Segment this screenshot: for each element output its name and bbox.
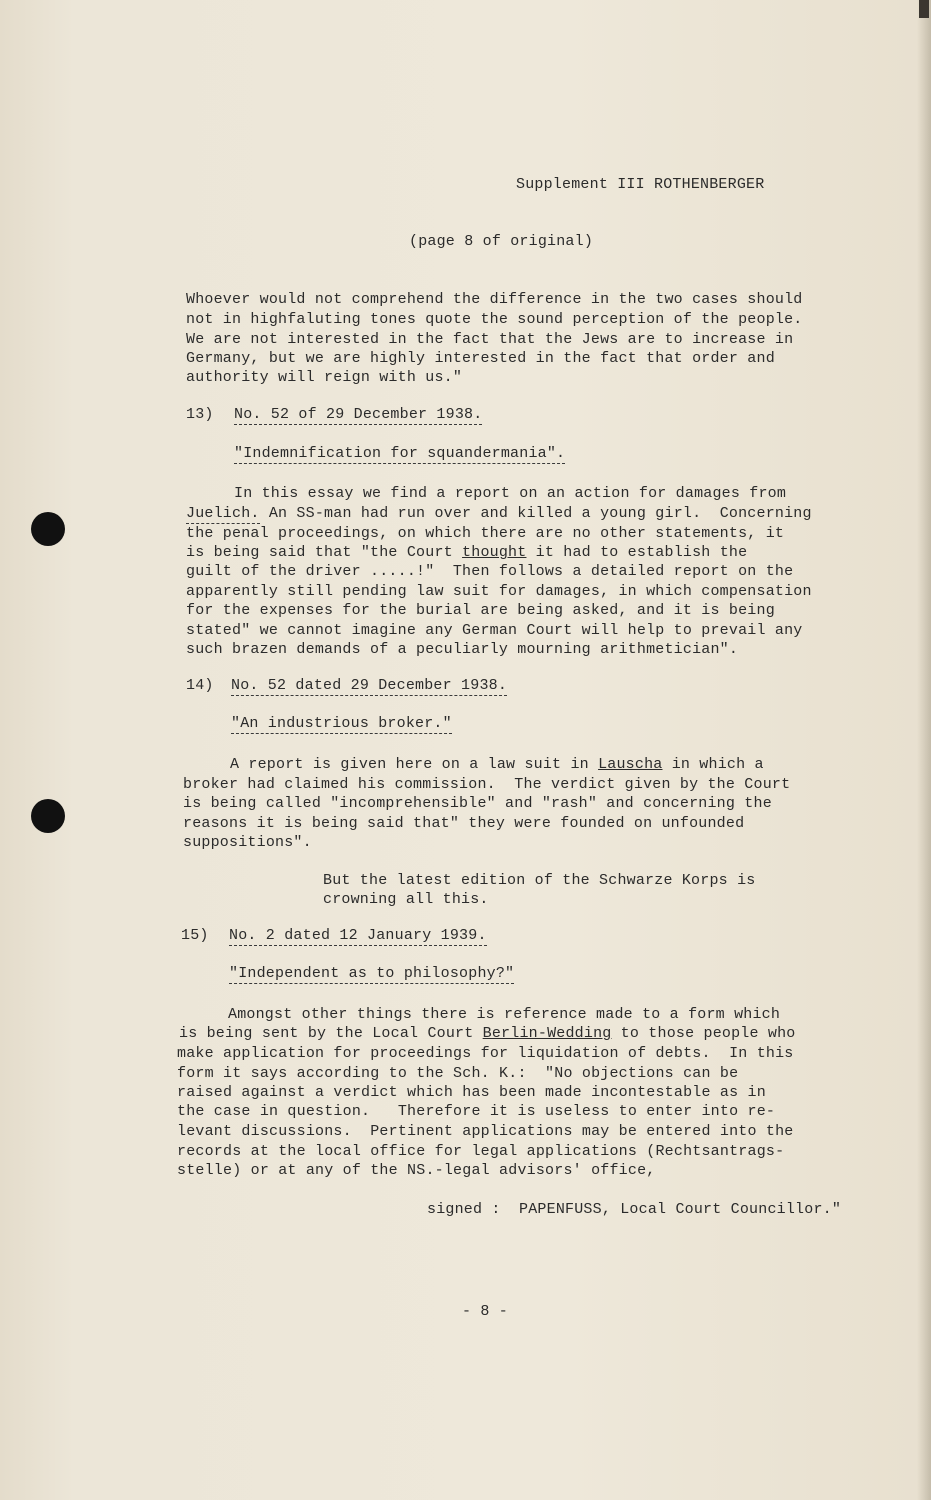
intro-line: authority will reign with us." <box>186 369 463 386</box>
item-line: records at the local office for legal applications (Rechtsantrags- <box>177 1143 785 1160</box>
intro-line: not in highfaluting tones quote the sound perception of the people. <box>186 311 803 328</box>
supplement-header: Supplement III ROTHENBERGER <box>516 176 765 193</box>
page-edge-shadow <box>917 0 931 1500</box>
item-line: form it says according to the Sch. K.: "No objections can be <box>177 1065 739 1082</box>
signature-line: signed : PAPENFUSS, Local Court Councillor." <box>427 1201 842 1218</box>
item-number: 15) <box>181 927 209 944</box>
item-line: reasons it is being said that" they were founded on unfounded <box>183 815 745 832</box>
place-name: Juelich. <box>186 505 260 522</box>
crowning-line: crowning all this. <box>323 891 489 908</box>
item-line: Amongst other things there is reference made to a form which <box>228 1006 781 1023</box>
item-line: for the expenses for the burial are being asked, and it is being <box>186 602 775 619</box>
item-line: apparently still pending law suit for damages, in which compensation <box>186 583 812 600</box>
item-line: the case in question. Therefore it is useless to enter into re- <box>177 1103 776 1120</box>
intro-line: We are not interested in the fact that the Jews are to increase in <box>186 331 794 348</box>
item-number: 14) <box>186 677 214 694</box>
item-line: suppositions". <box>183 834 312 851</box>
item-line: Juelich. An SS-man had run over and killed a young girl. Concerning <box>186 505 812 522</box>
place-name: Berlin-Wedding <box>482 1025 612 1042</box>
punch-hole <box>31 799 65 833</box>
item-line: raised against a verdict which has been made incontestable as in <box>177 1084 766 1101</box>
item-reference: No. 2 dated 12 January 1939. <box>229 927 487 944</box>
item-line: make application for proceedings for liquidation of debts. In this <box>177 1045 794 1062</box>
crowning-line: But the latest edition of the Schwarze Korps is <box>323 872 756 889</box>
page-number: - 8 - <box>462 1303 509 1320</box>
item-line: is being sent by the Local Court Berlin-Wedding to those people who <box>179 1025 796 1042</box>
item-title: "Independent as to philosophy?" <box>229 965 515 982</box>
emphasized-word: thought <box>462 544 527 561</box>
item-line: the penal proceedings, on which there are no other statements, it <box>186 525 785 542</box>
intro-line: Germany, but we are highly interested in the fact that order and <box>186 350 775 367</box>
item-line: is being called "incomprehensible" and "rash" and concerning the <box>183 795 772 812</box>
item-reference: No. 52 of 29 December 1938. <box>234 406 483 423</box>
item-line: levant discussions. Pertinent applications may be entered into the <box>177 1123 794 1140</box>
page-reference: (page 8 of original) <box>409 233 594 250</box>
corner-mark <box>919 0 929 18</box>
item-number: 13) <box>186 406 214 423</box>
place-name: Lauscha <box>598 756 663 773</box>
item-reference: No. 52 dated 29 December 1938. <box>231 677 508 694</box>
item-line: such brazen demands of a peculiarly mourning arithmetician". <box>186 641 739 658</box>
item-title: "Indemnification for squandermania". <box>234 445 566 462</box>
item-line: broker had claimed his commission. The verdict given by the Court <box>183 776 791 793</box>
item-line: A report is given here on a law suit in Lauscha in which a <box>230 756 764 773</box>
item-line: stated" we cannot imagine any German Court will help to prevail any <box>186 622 803 639</box>
item-line: stelle) or at any of the NS.-legal advisors' office, <box>177 1162 656 1179</box>
item-line: is being said that "the Court thought it had to establish the <box>186 544 748 561</box>
item-title: "An industrious broker." <box>231 715 452 732</box>
item-line: In this essay we find a report on an action for damages from <box>234 485 787 502</box>
item-line: guilt of the driver .....!" Then follows a detailed report on the <box>186 563 794 580</box>
punch-hole <box>31 512 65 546</box>
intro-line: Whoever would not comprehend the difference in the two cases should <box>186 291 803 308</box>
